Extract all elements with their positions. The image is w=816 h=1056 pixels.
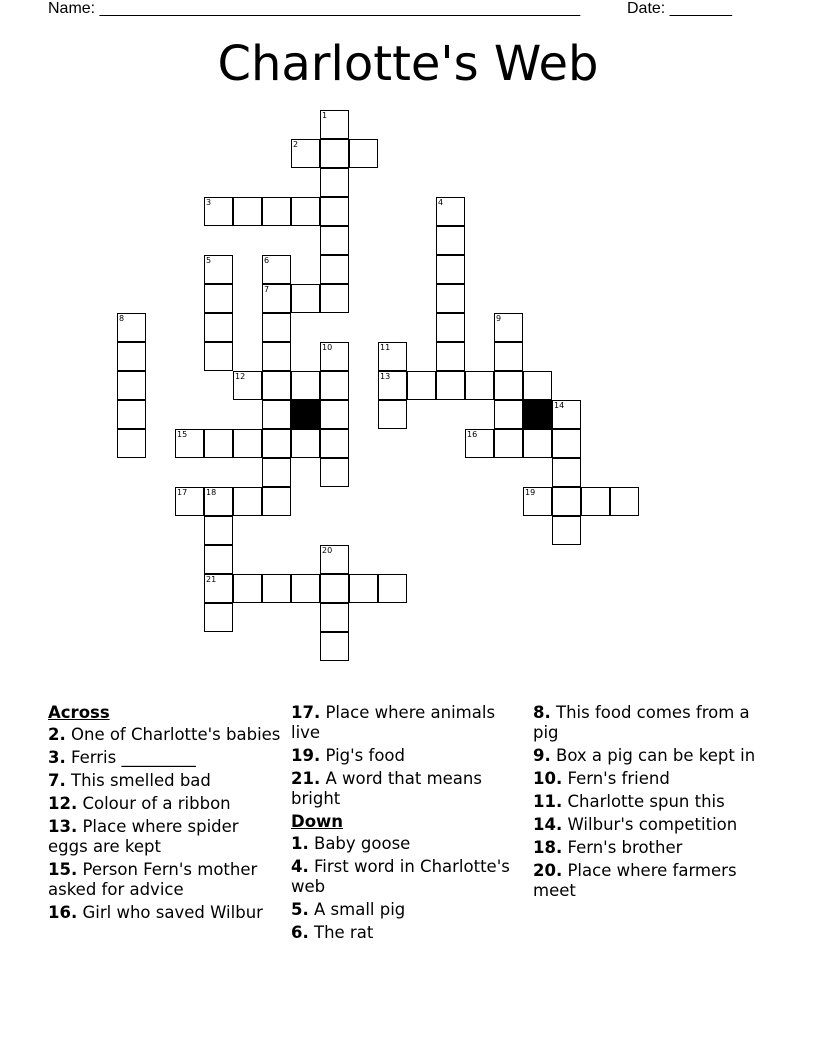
grid-cell[interactable]	[407, 371, 436, 400]
clue-number: 14	[554, 401, 565, 410]
grid-cell[interactable]	[320, 342, 349, 371]
grid-cell[interactable]	[523, 487, 552, 516]
grid-cell[interactable]	[378, 342, 407, 371]
clue-number: 13	[380, 372, 391, 381]
grid-cell[interactable]	[262, 284, 291, 313]
clue-number: 6	[264, 256, 270, 265]
clue-number: 18	[206, 488, 217, 497]
grid-cell[interactable]	[610, 487, 639, 516]
clue-number: 5	[206, 256, 212, 265]
clues-column-2	[291, 703, 526, 946]
grid-cell[interactable]	[320, 284, 349, 313]
grid-cell[interactable]	[436, 284, 465, 313]
clue-number: 19	[525, 488, 536, 497]
grid-cell[interactable]	[552, 487, 581, 516]
clue-number: 15	[177, 430, 188, 439]
grid-cell[interactable]	[117, 400, 146, 429]
clue-down-18: 18. Fern's brother	[533, 838, 683, 857]
grid-cell[interactable]	[262, 487, 291, 516]
clue-number: 8	[119, 314, 125, 323]
grid-cell[interactable]	[378, 371, 407, 400]
grid-cell[interactable]	[204, 284, 233, 313]
grid-cell[interactable]	[262, 458, 291, 487]
clue-down-8: 8. This food comes from a pig	[533, 703, 750, 742]
grid-cell[interactable]	[349, 574, 378, 603]
clue-number: 3	[206, 198, 212, 207]
grid-cell[interactable]	[117, 429, 146, 458]
grid-cell[interactable]	[175, 487, 204, 516]
clue-number: 1	[322, 111, 328, 120]
grid-cell[interactable]	[204, 516, 233, 545]
grid-cell[interactable]	[378, 400, 407, 429]
across-heading: Across	[48, 703, 110, 722]
grid-cell[interactable]	[262, 371, 291, 400]
grid-cell[interactable]	[320, 226, 349, 255]
grid-cell[interactable]	[262, 197, 291, 226]
grid-cell[interactable]	[233, 371, 262, 400]
grid-cell[interactable]	[494, 400, 523, 429]
grid-cell[interactable]	[233, 487, 262, 516]
grid-cell[interactable]	[204, 487, 233, 516]
grid-cell[interactable]	[320, 255, 349, 284]
clue-down-6: 6. The rat	[291, 923, 374, 942]
grid-cell[interactable]	[523, 371, 552, 400]
clue-number: 7	[264, 285, 270, 294]
clue-number: 12	[235, 372, 246, 381]
clue-down-11: 11. Charlotte spun this	[533, 792, 725, 811]
grid-cell[interactable]	[378, 574, 407, 603]
clue-across-7: 7. This smelled bad	[48, 771, 211, 790]
grid-cell[interactable]	[291, 371, 320, 400]
grid-cell[interactable]	[320, 110, 349, 139]
clue-number: 16	[467, 430, 478, 439]
grid-cell[interactable]	[494, 429, 523, 458]
grid-cell[interactable]	[552, 516, 581, 545]
clue-number: 21	[206, 575, 217, 584]
clues-column-3	[533, 703, 768, 904]
grid-cell[interactable]	[494, 371, 523, 400]
grid-cell[interactable]	[204, 603, 233, 632]
clue-number: 10	[322, 343, 333, 352]
grid-cell[interactable]	[262, 574, 291, 603]
grid-cell[interactable]	[117, 313, 146, 342]
grid-cell[interactable]	[320, 458, 349, 487]
grid-cell[interactable]	[465, 371, 494, 400]
clues-column-1	[48, 703, 283, 926]
clue-down-5: 5. A small pig	[291, 900, 406, 919]
grid-cell[interactable]	[204, 313, 233, 342]
grid-cell[interactable]	[291, 197, 320, 226]
grid-cell[interactable]	[320, 371, 349, 400]
grid-cell[interactable]	[320, 139, 349, 168]
grid-cell[interactable]	[204, 342, 233, 371]
grid-cell[interactable]	[262, 400, 291, 429]
clue-across-16: 16. Girl who saved Wilbur	[48, 903, 263, 922]
black-square	[291, 400, 320, 429]
clue-across-3: 3. Ferris _________	[48, 748, 196, 767]
grid-cell[interactable]	[262, 342, 291, 371]
grid-cell[interactable]	[436, 197, 465, 226]
grid-cell[interactable]	[233, 574, 262, 603]
grid-cell[interactable]	[494, 313, 523, 342]
clue-across-2: 2. One of Charlotte's babies	[48, 725, 281, 744]
grid-cell[interactable]	[320, 197, 349, 226]
grid-cell[interactable]	[204, 429, 233, 458]
grid-cell[interactable]	[320, 168, 349, 197]
clue-down-14: 14. Wilbur's competition	[533, 815, 738, 834]
clue-down-9: 9. Box a pig can be kept in	[533, 746, 756, 765]
grid-cell[interactable]	[262, 313, 291, 342]
clue-number: 9	[496, 314, 502, 323]
grid-cell[interactable]	[320, 429, 349, 458]
clue-down-20: 20. Place where farmers meet	[533, 861, 737, 900]
grid-cell[interactable]	[291, 574, 320, 603]
page-title: Charlotte's Web	[217, 36, 599, 92]
clue-across-15: 15. Person Fern's mother asked for advice	[48, 860, 258, 899]
grid-cell[interactable]	[436, 342, 465, 371]
grid-cell[interactable]	[204, 197, 233, 226]
grid-cell[interactable]	[320, 574, 349, 603]
down-heading: Down	[291, 812, 344, 831]
grid-cell[interactable]	[204, 574, 233, 603]
grid-cell[interactable]	[552, 429, 581, 458]
grid-cell[interactable]	[320, 545, 349, 574]
grid-cell[interactable]	[494, 342, 523, 371]
clue-number: 17	[177, 488, 188, 497]
grid-cell[interactable]	[262, 255, 291, 284]
grid-cell[interactable]	[436, 313, 465, 342]
clue-number: 20	[322, 546, 333, 555]
clue-across-17: 17. Place where animals live	[291, 703, 496, 742]
grid-cell[interactable]	[117, 342, 146, 371]
grid-cell[interactable]	[436, 371, 465, 400]
grid-cell[interactable]	[204, 255, 233, 284]
clue-across-19: 19. Pig's food	[291, 746, 405, 765]
clue-across-13: 13. Place where spider eggs are kept	[48, 817, 239, 856]
clue-down-4: 4. First word in Charlotte's web	[291, 857, 510, 896]
grid-cell[interactable]	[552, 400, 581, 429]
black-square	[523, 400, 552, 429]
grid-cell[interactable]	[175, 429, 204, 458]
grid-cell[interactable]	[233, 197, 262, 226]
grid-cell[interactable]	[291, 429, 320, 458]
grid-cell[interactable]	[465, 429, 494, 458]
grid-cell[interactable]	[523, 429, 552, 458]
clue-across-21: 21. A word that means bright	[291, 769, 482, 808]
clue-down-10: 10. Fern's friend	[533, 769, 670, 788]
grid-cell[interactable]	[291, 284, 320, 313]
grid-cell[interactable]	[436, 255, 465, 284]
name-field-label: Name: ______________________________________________________	[48, 0, 581, 17]
grid-cell[interactable]	[291, 139, 320, 168]
clue-number: 2	[293, 140, 299, 149]
grid-cell[interactable]	[436, 226, 465, 255]
clue-number: 4	[438, 198, 444, 207]
grid-cell[interactable]	[320, 400, 349, 429]
grid-cell[interactable]	[233, 429, 262, 458]
grid-cell[interactable]	[320, 632, 349, 661]
grid-cell[interactable]	[349, 139, 378, 168]
grid-cell[interactable]	[117, 371, 146, 400]
clue-down-1: 1. Baby goose	[291, 834, 411, 853]
grid-cell[interactable]	[320, 603, 349, 632]
grid-cell[interactable]	[262, 429, 291, 458]
clue-across-12: 12. Colour of a ribbon	[48, 794, 231, 813]
clue-number: 11	[380, 343, 391, 352]
grid-cell[interactable]	[552, 458, 581, 487]
grid-cell[interactable]	[581, 487, 610, 516]
grid-cell[interactable]	[204, 545, 233, 574]
date-field-label: Date: _______	[627, 0, 732, 17]
